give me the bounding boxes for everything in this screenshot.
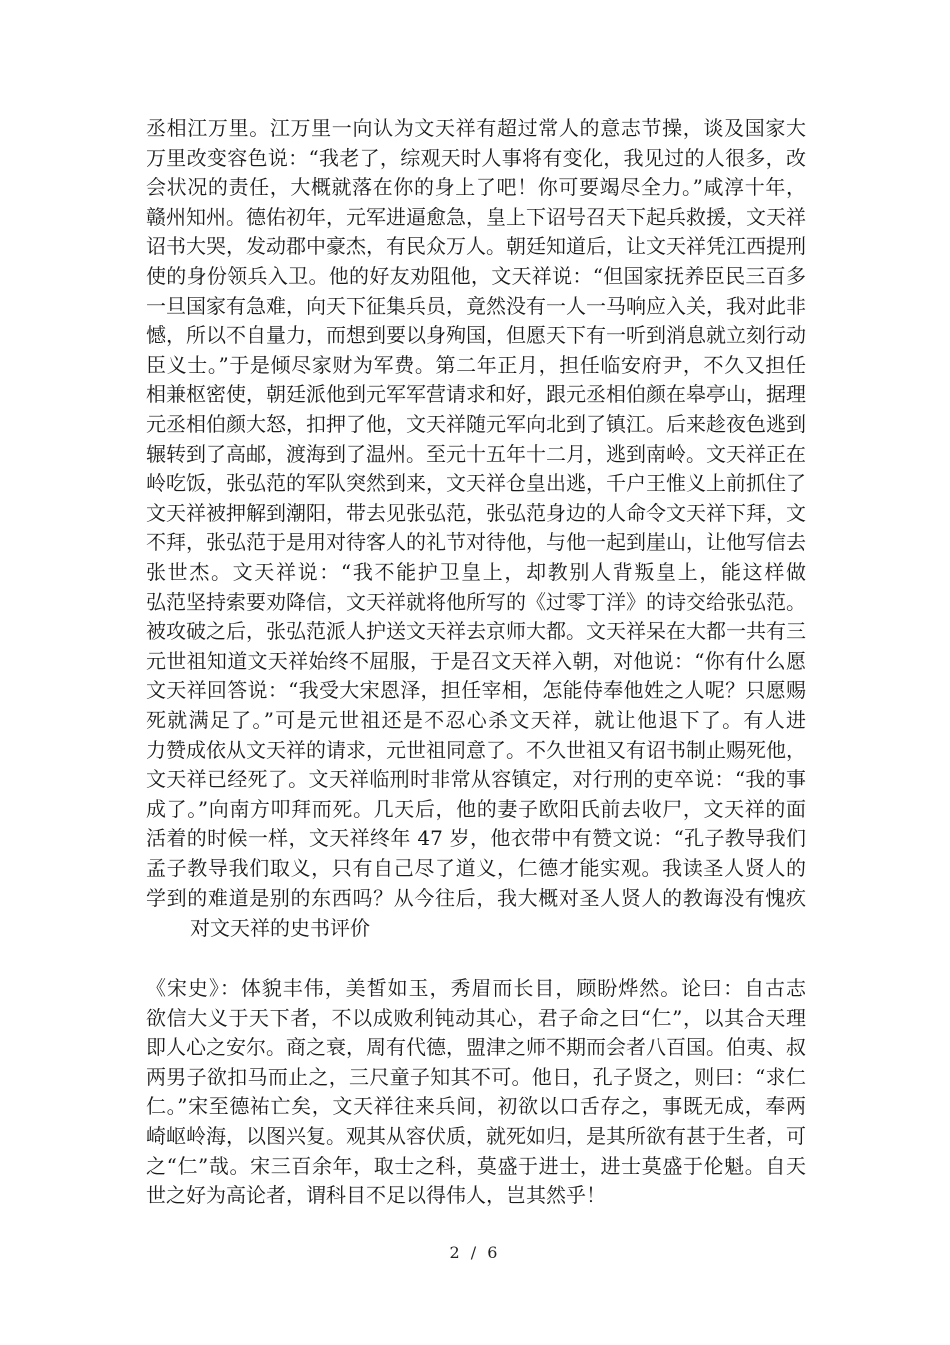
text-line: 两男子欲扣马而止之，三尺童子知其不可。他日，孔子贤之，则曰：“求仁 <box>146 1064 806 1089</box>
text-line: 赣州知州。德佑初年，元军进逼愈急，皇上下诏号召天下起兵救援，文天祥 <box>146 204 806 229</box>
text-line: 岭吃饭，张弘范的军队突然到来，文天祥仓皇出逃，千户王惟义上前抓住了 <box>146 471 806 496</box>
text-line: 力赞成依从文天祥的请求，元世祖同意了。不久世祖又有诏书制止赐死他， <box>146 737 806 762</box>
text-line: 不拜，张弘范于是用对待客人的礼节对待他，与他一起到崖山，让他写信去 <box>146 530 806 555</box>
text-line: 世之好为高论者，谓科目不足以得伟人，岂其然乎！ <box>146 1183 606 1208</box>
text-line: 孟子教导我们取义，只有自己尽了道义，仁德才能实观。我读圣人贤人的 <box>146 856 806 880</box>
text-line: 憾，所以不自量力，而想到要以身殉国，但愿天下有一听到消息就立刻行动 <box>146 323 806 348</box>
text-line: 文天祥被押解到潮阳，带去见张弘范，张弘范身边的人命令文天祥下拜，文 <box>146 500 806 525</box>
text-line: 文天祥已经死了。文天祥临刑时非常从容镇定，对行刑的吏卒说：“我的事 <box>146 767 806 792</box>
text-line: 使的身份领兵入卫。他的好友劝阻他，文天祥说：“但国家抚养臣民三百多 <box>146 264 806 288</box>
text-line: 会状况的责任，大概就落在你的身上了吧！你可要竭尽全力。”咸淳十年， <box>146 175 806 200</box>
text-line: 文天祥回答说：“我受大宋恩泽，担任宰相，怎能侍奉他姓之人呢？只愿赐 <box>146 678 806 703</box>
text-line: 崎岖岭海，以图兴复。观其从容伏质，就死如归，是其所欲有甚于生者，可 <box>146 1124 806 1148</box>
text-line: 死就满足了。”可是元世祖还是不忍心杀文天祥，就让他退下了。有人进 <box>146 708 806 732</box>
text-line: 元丞相伯颜大怒，扣押了他，文天祥随元军向北到了镇江。后来趁夜色逃到 <box>146 412 806 436</box>
text-line: 丞相江万里。江万里一向认为文天祥有超过常人的意志节操，谈及国家大 <box>146 116 806 140</box>
text-line: 元世祖知道文天祥始终不屈服，于是召文天祥入朝，对他说：“你有什么愿 <box>146 648 806 673</box>
text-line: 仁。”宋至德祐亡矣，文天祥往来兵间，初欲以口舌存之，事既无成，奉两 <box>146 1094 806 1119</box>
text-line: 即人心之安尔。商之衰，周有代德，盟津之师不期而会者八百国。伯夷、叔 <box>146 1035 806 1060</box>
text-line: 《宋史》：体貌丰伟，美皙如玉，秀眉而长目，顾盼烨然。论曰：自古志 <box>146 976 806 1000</box>
text-line: 弘范坚持索要劝降信，文天祥就将他所写的《过零丁洋》的诗交给张弘范。 <box>146 589 806 614</box>
text-line: 辗转到了高邮，渡海到了温州。至元十五年十二月，逃到南岭。文天祥正在 <box>146 441 806 466</box>
text-line: 欲信大义于天下者，不以成败利钝动其心，君子命之曰“仁”，以其合天理 <box>146 1005 806 1030</box>
text-line: 相兼枢密使，朝廷派他到元军军营请求和好，跟元丞相伯颜在皋亭山，据理 <box>146 382 806 407</box>
text-line: 张世杰。文天祥说：“我不能护卫皇上，却教别人背叛皇上，能这样做 <box>146 560 806 584</box>
text-line: 成了。”向南方叩拜而死。几天后，他的妻子欧阳氏前去收尸，文天祥的面 <box>146 796 806 821</box>
text-line: 之“仁”哉。宋三百余年，取士之科，莫盛于进士，进士莫盛于伦魁。自天 <box>146 1153 806 1178</box>
page-number: 2 / 6 <box>449 1243 501 1262</box>
section-heading: 对文天祥的史书评价 <box>190 916 370 940</box>
text-line: 一旦国家有急难，向天下征集兵员，竟然没有一人一马响应入关，我对此非 <box>146 293 806 318</box>
text-line: 臣义士。”于是倾尽家财为军费。第二年正月，担任临安府尹，不久又担任 <box>146 352 806 377</box>
text-line: 学到的难道是别的东西吗？从今往后，我大概对圣人贤人的教诲没有愧疚 <box>146 885 806 910</box>
text-line: 活着的时候一样，文天祥终年 47 岁，他衣带中有赞文说：“孔子教导我们 <box>146 826 806 851</box>
text-line: 万里改变容色说：“我老了，综观天时人事将有变化，我见过的人很多，改 <box>146 145 806 170</box>
text-line: 诏书大哭，发动郡中豪杰，有民众万人。朝廷知道后，让文天祥凭江西提刑 <box>146 234 806 259</box>
text-line: 被攻破之后，张弘范派人护送文天祥去京师大都。文天祥呆在大都一共有三 <box>146 619 806 644</box>
